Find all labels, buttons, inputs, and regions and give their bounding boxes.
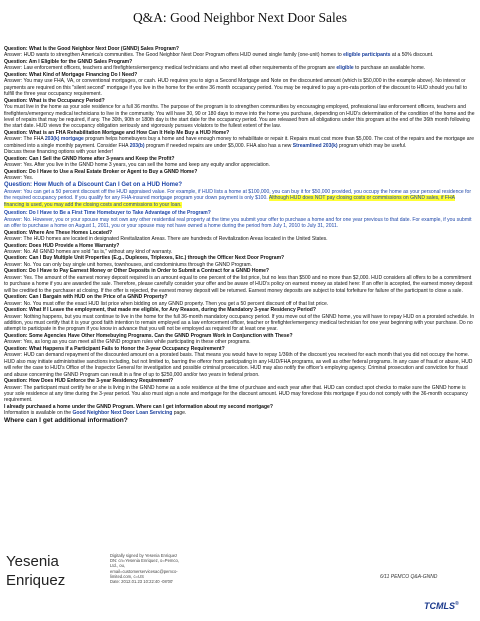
answer: Answer: The FHA 203(k) mortgage program helps homebuyers buy a home and have enough money to rehabilitate or repair it. Repairs must cost more than $5,000. The cost of the repairs and the mortgage are combined into a single monthly payment. Consider FHA 203(b) program if needed repairs are under $5,000. FHA also has a new Streamlined 203(k) program which may be useful. <box>4 136 475 149</box>
answer: Answer: HUD can demand repayment of the discounted amount on a prorated basis. That means you would have to repay 1/36th of the discount you received for each month that you did not occupy the home. HUD also may initiate administrative sanctions including, but not limited to, barring the offeror from participating in any HUD/FHA programs, as well as other federal programs. In any case of fraud or abuse, HUD will refer the case to HUD's Office of the Inspector General for investigation and possible criminal prosecution. HUD may also notify the officer's employing agency. Criminal prosecution and conviction for fraud and abuse concerning the GNND Program can result in a fine of up to $250,000 and/or two years in federal prison. <box>4 352 473 378</box>
signature-details: Digitally signed by Yesenia Enriquez DN: cn=Yesenia Enriquez, o=Pemco, Ltd., ou, email=customerservicesac@pemco- limited.com, c=US Date: 2012.01.23 10:22:40 -08'00' <box>110 553 179 585</box>
203k-mortgage-link[interactable]: 203(k) mortgage <box>44 136 84 143</box>
question: Question: What Is the Good Neighbor Next Door (GNND) Sales Program? <box>4 46 179 52</box>
page-title: Q&A: Good Neighbor Next Door Sales <box>132 10 348 25</box>
answer: Answer: No. You must offer the exact HUD list price when bidding on any GNND property. Then you get a 50 percent discount off of that list price. <box>4 300 329 307</box>
question: Question: What Kind of Mortgage Financing Do I Need? <box>4 71 138 78</box>
answer: Answer: The participant must certify he or she is living in the GNND home as a sole residence at the time of purchase and each year after that. HUD can conduct spot checks to make sure the GNND home is your sole residence at any time during the 3-year period. You also must sign a note and mortgage for the discount amount. HUD may foreclose this mortgage if you do not comply with the 36-month occupancy requirement. <box>4 384 468 404</box>
question: Question: Where Are These Homes Located? <box>4 229 113 236</box>
answer: Answer: Yes. The amount of the earnest money deposit required is an amount equal to one percent of the list price, but no less than $500 and no more than $2,000. HUD considers all offers to be a commitment to purchase a home if you are awarded the sale. Therefore, please carefully consider your offer and be aware of HUD's policy on earnest money as stated here: If an offer is accepted, the earnest money deposit will be credited to the purchaser at closing. If the offer is rejected, the earnest money deposit will be returned. Earnest money deposits are subject to total forfeiture for failure of the participant to close a sale. <box>4 274 473 294</box>
question: Question: Can I Bargain with HUD on the Price of a GNND Property? <box>4 294 168 301</box>
question: I already purchased a home under the GNND Program. Where can I get information about my second mortgage? <box>4 403 273 410</box>
203b-link[interactable]: 203(b) <box>129 142 145 149</box>
highlighted-text: Although HUD does NOT pay closing costs or commissions on GNND sales, if FHA financing is used, you may add the closing costs and commissions to your loan. <box>4 195 455 208</box>
answer: Answer: The HUD homes are located in designated Revitalization Areas. There are hundreds of Revitalization Areas located in the United States. <box>4 236 328 243</box>
document-id: 6/11 PEMCO Q&A-GNND <box>380 574 438 580</box>
question: Question: Can I Sell the GNND Home after 3-years and Keep the Profit? <box>4 155 175 162</box>
answer: Answer: You may use FHA, VA, or conventional mortgages, or cash. HUD requires you to sign a Second Mortgage and Note on the discounted amount (which is $50,000 in the example above). No interest or payments are required on this "silent second" mortgage if you live in the home for the entire 36 month occupancy period. You may be required to pay a pro-rata portion of the discount to HUD should you fail to fulfill the three year occupancy requirement. <box>4 78 468 98</box>
answer: Information is available on the Good Neighbor Next Door Loan Servicing page. <box>4 410 187 417</box>
answer: Answer: Nothing happens, but you must continue to live in the home for the full 36-month mandatory occupancy period. If you move out of the GNND home, you will have to repay HUD on a prorated schedule. In addition, you must certify that it is your good faith intention to remain employed as a law enforcement officer, teacher or firefighter/emergency medical technician for one year beginning with your purchase. Do no attempt to participate in the program if you know in advance that you will not be employed as required for at least one year. <box>4 313 475 333</box>
question: Question: Some Agencies Have Other Homebuying Programs. Can the GNND Program Work in Conjunction with These? <box>4 332 293 339</box>
contact-heading: Where can I get additional information? <box>4 416 128 424</box>
answer: You must live in the home as your sole residence for a full 36 months. The purpose of the program is to strengthen communities by encouraging employed, professional law enforcement officers, teachers and firefighters/emergency medical technicians to live in the community. You will have 30, 90 or 180 days to move into the home you purchase, depending on HUD's determination of the condition of the home and the level of repairs that may be required, if any. The 30th, 90th or 180th day is the start date for the occupancy period. You are released from all obligations under this program at the end of the 36th month following the start date. HUD views the occupancy obligation seriously and vigorously pursues violators to the fullest extent of the law. <box>4 104 475 130</box>
question: Question: Do I Have to Use a Real Estate Broker or Agent to Buy a GNND Home? <box>4 168 198 175</box>
answer: Answer: Yes, as long as you can meet all the GNND program rules while participating in these other programs. <box>4 339 251 346</box>
qa-body <box>4 46 476 425</box>
question: Question: How Much of a Discount Can I Get on a HUD Home? <box>4 181 183 188</box>
answer: Answer: No. You can only buy single unit homes, townhouses, and condominiums through the GNND Program. <box>4 261 252 268</box>
registered-mark: ® <box>455 601 459 607</box>
question: Question: What is the Occupancy Period? <box>4 97 105 104</box>
loan-servicing-link[interactable]: Good Neighbor Next Door Loan Servicing <box>72 410 173 417</box>
question: Question: What If I Leave the employment, that made me eligible, for Any Reason, during the Mandatory 3-year Residency Period? <box>4 307 316 314</box>
question: Question: How Does HUD Enforce the 3-year Residency Requirement? <box>4 378 174 385</box>
answer: Answer: Law enforcement officers, teachers and firefighters/emergency medical technicians and who meet all other requirements of the program are eligible to purchase an available home. <box>4 65 426 72</box>
question: Question: Do I Have to Be a First Time Homebuyer to Take Advantage of the Program? <box>4 210 211 217</box>
eligible-link[interactable]: eligible <box>336 65 354 72</box>
answer: Answer: Yes. <box>4 175 34 182</box>
answer: Answer: Yes. After you live in the GNND home 3 years, you can sell the home and keep any equity and/or appreciation. <box>4 162 270 169</box>
streamlined-203k-link[interactable]: Streamlined 203(k) <box>292 142 338 149</box>
answer: Answer: No. All GNND homes are sold "as is," without any kind of warranty. <box>4 249 173 255</box>
question: Question: What Happens if a Participant Fails to Honor the 3-year Occupancy Requirement? <box>4 345 225 352</box>
question: Question: Do I Have to Pay Earnest Money or Other Deposits in Order to Submit a Contract for a GNND Home? <box>4 268 270 275</box>
answer: Answer: You can get a 50 percent discount off the HUD appraised value. For example, if HUD lists a home at $100,000, you can buy it for $50,000 provided, you occupy the home as your personal residence for the required occupancy period. If you qualify for any FHA-insured mortgage program your down payment is only $100. Although HUD does NOT pay closing costs or commissions on GNND sales, if FHA financing is used, you may add the closing costs and commissions to your loan. <box>4 188 472 208</box>
question: Question: Does HUD Provide a Home Warranty? <box>4 242 120 249</box>
signature-name: Yesenia Enriquez <box>6 553 66 589</box>
question: Question: Am I Eligible for the GNND Sales Program? <box>4 58 133 65</box>
answer: Answer: No. However, you or your spouse may not own any other residential real property at the time you submit your offer to purchase a home and for one year previous to that date. For example, if you submit an offer to purchase a home on August 1, 2011, you or your spouse may not have owned a home during the period from July 1, 2010 to July 31, 2011. <box>4 216 472 230</box>
question: Question: Can I Buy Multiple Unit Properties (E.g., Duplexes, Triplexes, Etc.) through the Officer Next Door Program? <box>4 255 285 262</box>
tcmls-logo: TCMLS® <box>424 601 459 611</box>
question: Question: What is an FHA Rehabilitation Mortgage and How Can It Help Me Buy a HUD Home? <box>4 129 230 136</box>
answer-note: Discuss these financing options with your lender! <box>4 149 114 156</box>
answer: Answer: HUD wants to strengthen America's communities. The Good Neighbor Next Door Program offers HUD owned single family (one-unit) homes to eligible participants at a 50% discount. <box>4 52 434 59</box>
eligible-participants-link[interactable]: eligible participants <box>343 52 391 59</box>
